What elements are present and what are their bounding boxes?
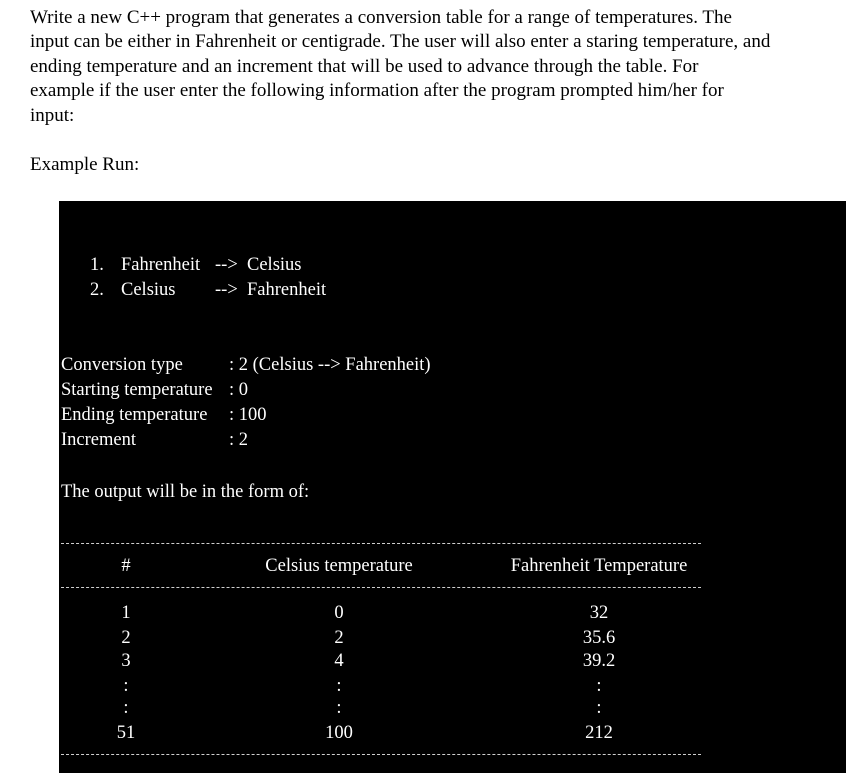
input-label: Ending temperature — [61, 405, 208, 425]
input-value: : 100 — [229, 405, 267, 425]
cell-celsius: 100 — [325, 723, 353, 743]
input-value: : 2 (Celsius --> Fahrenheit) — [229, 355, 431, 375]
input-label: Increment — [61, 430, 136, 450]
cell-number: 3 — [121, 651, 131, 671]
example-run-label: Example Run: — [30, 154, 140, 175]
cell-number: 2 — [121, 628, 131, 648]
console-output — [59, 201, 846, 773]
cell-fahrenheit: 212 — [585, 723, 613, 743]
cell-fahrenheit: : — [596, 676, 602, 696]
menu-item-arrow: --> — [215, 255, 238, 275]
menu-item-arrow: --> — [215, 280, 238, 300]
menu-item-number: 1. — [90, 255, 104, 275]
cell-celsius: : — [336, 676, 342, 696]
menu-item-number: 2. — [90, 280, 104, 300]
header-fahrenheit: Fahrenheit Temperature — [510, 556, 688, 576]
problem-line: input: — [30, 104, 75, 126]
cell-number: : — [123, 676, 129, 696]
menu-item-from: Celsius — [121, 280, 176, 300]
cell-celsius: 2 — [334, 628, 344, 648]
table-divider — [61, 754, 701, 755]
cell-number: : — [123, 698, 129, 718]
table-divider — [61, 587, 701, 588]
cell-celsius: 4 — [334, 651, 344, 671]
cell-fahrenheit: 32 — [589, 603, 609, 623]
header-number: # — [121, 556, 131, 576]
problem-line: Write a new C++ program that generates a conversion table for a range of temperatures. The — [30, 7, 732, 28]
problem-line: input can be either in Fahrenheit or centigrade. The user will also enter a staring temperature, and — [30, 31, 771, 53]
input-value: : 2 — [229, 430, 249, 450]
cell-fahrenheit: 35.6 — [582, 628, 616, 648]
cell-fahrenheit: 39.2 — [582, 651, 616, 671]
cell-number: 51 — [116, 723, 136, 743]
problem-line: example if the user enter the following information after the program prompted him/her for — [30, 80, 724, 102]
output-note: The output will be in the form of: — [61, 482, 310, 502]
menu-item-to: Fahrenheit — [247, 280, 327, 300]
cell-celsius: : — [336, 698, 342, 718]
menu-item-from: Fahrenheit — [121, 255, 201, 275]
input-label: Starting temperature — [61, 380, 213, 400]
problem-line: ending temperature and an increment that will be used to advance through the table. For — [30, 55, 699, 77]
cell-fahrenheit: : — [596, 698, 602, 718]
menu-item-to: Celsius — [247, 255, 302, 275]
cell-number: 1 — [121, 603, 131, 623]
input-label: Conversion type — [61, 355, 183, 375]
problem-statement — [30, 6, 830, 128]
cell-celsius: 0 — [334, 603, 344, 623]
input-value: : 0 — [229, 380, 249, 400]
header-celsius: Celsius temperature — [265, 556, 413, 576]
table-divider — [61, 543, 701, 544]
